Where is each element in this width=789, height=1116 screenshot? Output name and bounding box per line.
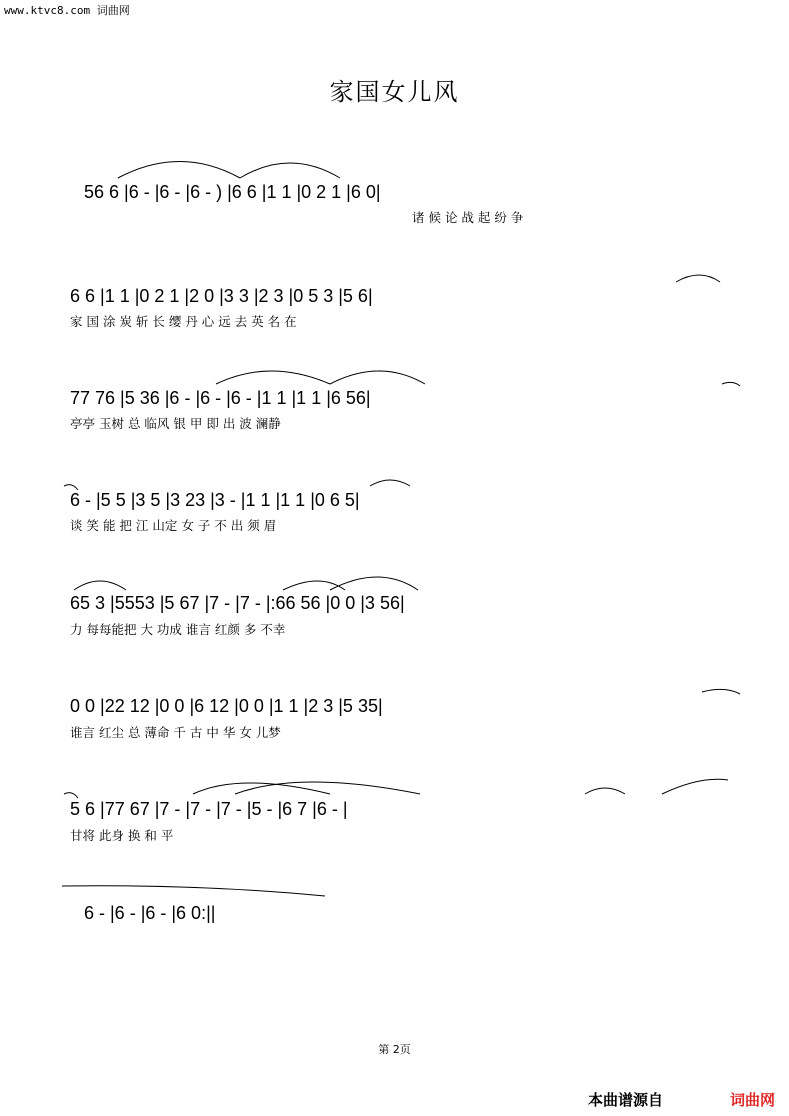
slur (662, 779, 728, 794)
slur (216, 371, 330, 384)
page-title: 家国女儿风 (329, 78, 460, 106)
slur (118, 162, 240, 179)
notation-row-3: 77 76 |5 36 |6 - |6 - |6 - |1 1 |1 1 |6 56| (70, 388, 371, 408)
lyrics-row-3: 亭亭 玉树 总 临风 银 甲 即 出 波 澜静 (70, 416, 281, 431)
slur (585, 788, 625, 794)
notation-row-1: 56 6 |6 - |6 - |6 - ) |6 6 |1 1 |0 2 1 |6 0| (84, 182, 381, 202)
lyrics-row-6: 谁言 红尘 总 薄命 千 古 中 华 女 儿梦 (70, 725, 281, 740)
lyrics-row-2: 家 国 涂 炭 斩 长 缨 丹 心 远 去 英 名 在 (70, 314, 297, 329)
notation-row-8: 6 - |6 - |6 - |6 0:|| (84, 903, 216, 923)
lyrics-row-4: 谈 笑 能 把 江 山定 女 子 不 出 须 眉 (70, 518, 277, 533)
slur (62, 886, 325, 896)
notation-row-6: 0 0 |22 12 |0 0 |6 12 |0 0 |1 1 |2 3 |5 35| (70, 696, 383, 716)
watermark: www.ktvc8.com 词曲网 (4, 4, 130, 17)
notation-row-5: 65 3 |5553 |5 67 |7 - |7 - |:66 56 |0 0 |3 56| (70, 593, 405, 613)
slur (330, 577, 418, 590)
slur (702, 689, 740, 694)
lyrics-row-5: 力 每每能把 大 功成 谁言 红颜 多 不幸 (70, 622, 286, 637)
page-number: 第 2页 (378, 1043, 411, 1056)
brand-logo-text: 词曲网 (729, 1091, 775, 1109)
notation-row-4: 6 - |5 5 |3 5 |3 23 |3 - |1 1 |1 1 |0 6 5| (70, 490, 360, 510)
slur (676, 275, 720, 282)
slur (193, 783, 330, 794)
source-label: 本曲谱源自 (587, 1091, 663, 1109)
slur (722, 382, 740, 386)
slur (283, 581, 345, 590)
slur (64, 485, 78, 490)
slur (240, 163, 340, 178)
lyrics-row-1: 诸 候 论 战 起 纷 争 (412, 210, 524, 225)
notation-row-2: 6 6 |1 1 |0 2 1 |2 0 |3 3 |2 3 |0 5 3 |5 6| (70, 286, 373, 306)
slur (330, 371, 425, 384)
slur (64, 793, 78, 798)
notation-row-7: 5 6 |77 67 |7 - |7 - |7 - |5 - |6 7 |6 - | (70, 799, 348, 819)
slur (74, 581, 126, 590)
lyrics-row-7: 甘将 此身 换 和 平 (70, 828, 174, 843)
slur (370, 480, 410, 486)
